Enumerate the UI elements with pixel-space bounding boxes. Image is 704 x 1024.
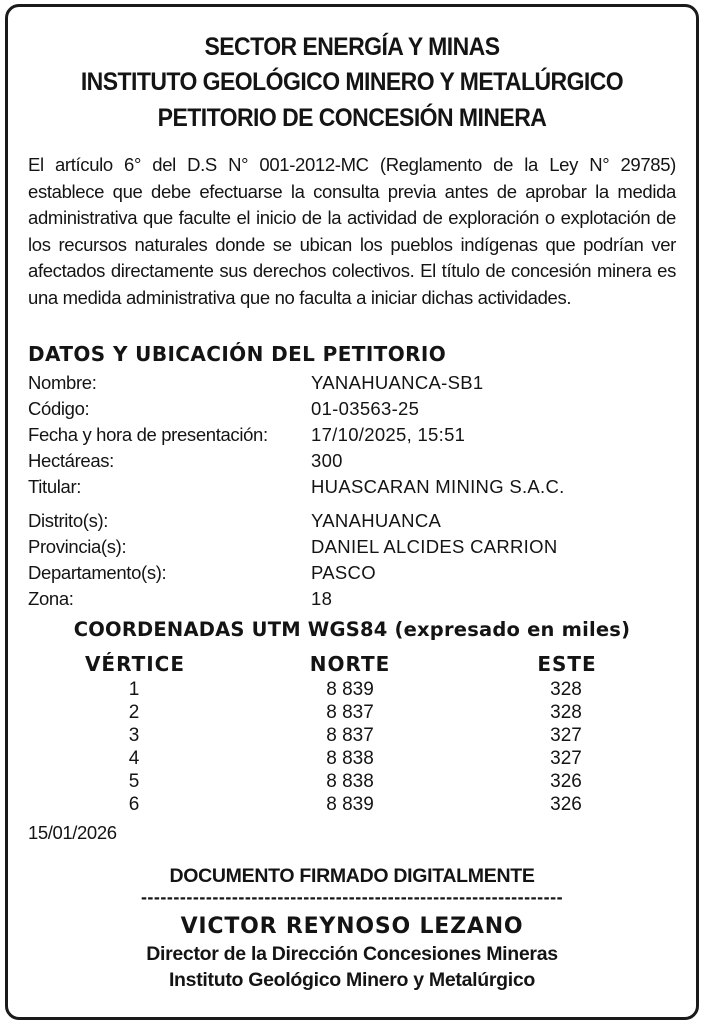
field-label: Zona: [28, 588, 74, 609]
table-row [0, 678, 704, 701]
field-value: 18 [311, 588, 333, 609]
header-institute: INSTITUTO GEOLÓGICO MINERO Y METALÚRGICO [80, 68, 624, 96]
field-value: 01-03563-25 [311, 398, 420, 419]
cell-este: 327 [550, 748, 582, 769]
header-title: PETITORIO DE CONCESIÓN MINERA [157, 104, 547, 132]
column-header-este: ESTE [537, 652, 597, 676]
table-row [0, 724, 704, 747]
field-label: Código: [28, 398, 90, 419]
cell-vertice: 5 [128, 771, 140, 792]
table-row [0, 793, 704, 816]
field-value: HUASCARAN MINING S.A.C. [311, 476, 565, 497]
signature-line: ----------------------------------------------------------------- [140, 887, 564, 907]
signature-label: DOCUMENTO FIRMADO DIGITALMENTE [169, 865, 535, 887]
cell-vertice: 1 [128, 679, 140, 700]
cell-norte: 8 838 [326, 771, 374, 792]
field-label: Provincia(s): [28, 536, 127, 557]
column-header-norte: NORTE [309, 652, 391, 676]
field-value: YANAHUANCA [311, 510, 442, 531]
field-label: Departamento(s): [28, 562, 167, 583]
signatory-name: VICTOR REYNOSO LEZANO [180, 914, 524, 939]
field-label: Hectáreas: [28, 450, 114, 471]
cell-norte: 8 837 [326, 702, 374, 723]
field-value: YANAHUANCA-SB1 [311, 372, 484, 393]
intro-paragraph: El artículo 6° del D.S N° 001-2012-MC (Reglamento de la Ley N° 29785) establece que debe efectuarse la consulta previa antes de aprobar la medida administrativa que faculte el inicio de la actividad de exploración o explotación de los recursos naturales donde se ubican los pueblos indígenas que podrían ver afectados directamente sus derechos colectivos. El título de concesión minera es una medida administrativa que no faculta a iniciar dichas actividades. [28, 154, 676, 308]
signatory-role: Director de la Dirección Concesiones Mineras [146, 943, 558, 965]
field-value: 300 [311, 450, 343, 471]
signatory-institution: Instituto Geológico Minero y Metalúrgico [168, 969, 536, 991]
coordinates-title: COORDENADAS UTM WGS84 (expresado en miles) [73, 618, 631, 641]
column-header-vertice: VÉRTICE [84, 652, 186, 676]
publication-date: 15/01/2026 [28, 822, 117, 843]
header-sector: SECTOR ENERGÍA Y MINAS [204, 33, 500, 61]
field-label: Titular: [28, 476, 82, 497]
field-label: Nombre: [28, 372, 97, 393]
cell-norte: 8 837 [326, 725, 374, 746]
table-row [0, 701, 704, 724]
field-label: Distrito(s): [28, 510, 109, 531]
cell-norte: 8 838 [326, 748, 374, 769]
cell-vertice: 2 [128, 702, 140, 723]
field-value: PASCO [311, 562, 376, 583]
cell-este: 328 [550, 702, 582, 723]
cell-vertice: 6 [128, 794, 140, 815]
cell-este: 326 [550, 771, 582, 792]
cell-vertice: 4 [128, 748, 140, 769]
section-title-datos: DATOS Y UBICACIÓN DEL PETITORIO [28, 342, 447, 366]
cell-este: 326 [550, 794, 582, 815]
field-label: Fecha y hora de presentación: [28, 424, 268, 445]
field-value: 17/10/2025, 15:51 [311, 424, 466, 445]
cell-este: 327 [550, 725, 582, 746]
table-row [0, 747, 704, 770]
cell-vertice: 3 [128, 725, 140, 746]
cell-norte: 8 839 [326, 794, 374, 815]
cell-este: 328 [550, 679, 582, 700]
cell-norte: 8 839 [326, 679, 374, 700]
field-value: DANIEL ALCIDES CARRION [311, 536, 558, 557]
table-row [0, 770, 704, 793]
